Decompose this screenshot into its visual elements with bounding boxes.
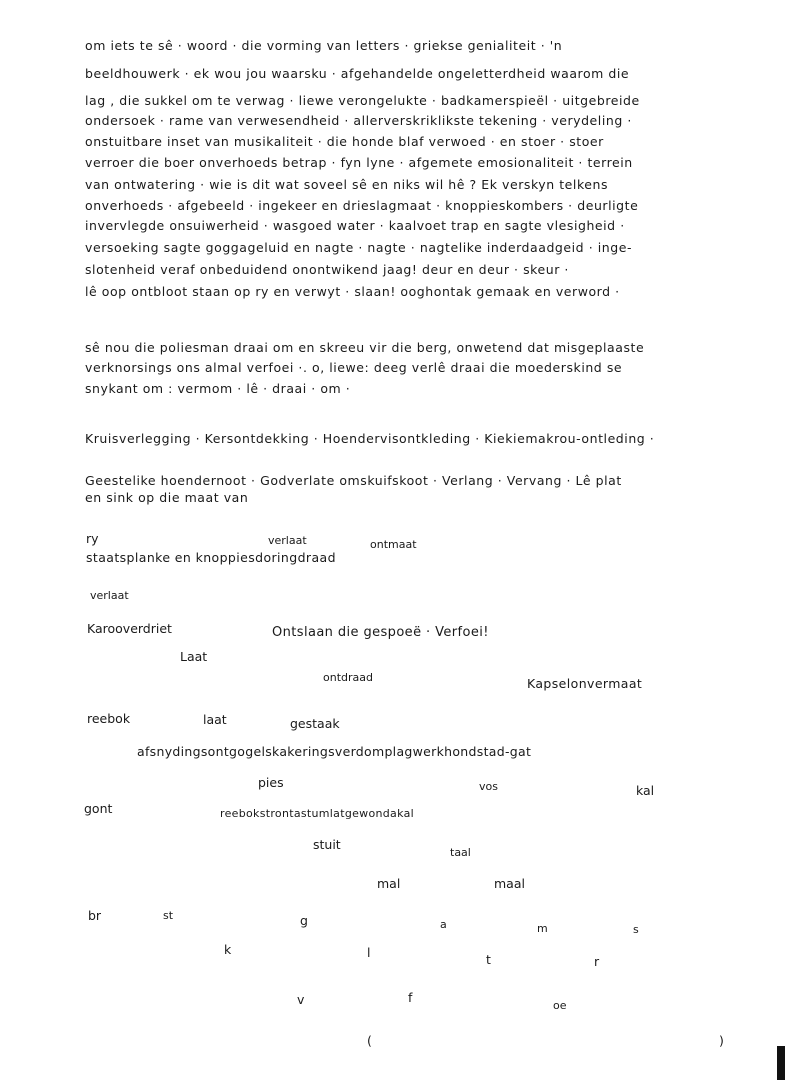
text-line: lag , die sukkel om te verwag · liewe verongelukte · badkamerspieël · uitgebreide	[85, 93, 640, 108]
text-line: verroer die boer onverhoeds betrap · fyn lyne · afgemete emosionaliteit · terrein	[85, 155, 633, 170]
word: l	[367, 945, 371, 960]
text-line: onverhoeds · afgebeeld · ingekeer en drieslagmaat · knoppieskombers · deurligte	[85, 198, 639, 213]
word: kal	[636, 783, 655, 798]
text-line: verknorsings ons almal verfoei ·. o, liewe: deeg verlê draai die moederskind se	[85, 360, 623, 375]
word: maal	[494, 876, 525, 891]
word: br	[88, 908, 102, 923]
word: ontdraad	[323, 671, 373, 684]
word: ry	[86, 531, 99, 546]
word: laat	[203, 712, 227, 727]
text-line: invervlegde onsuiwerheid · wasgoed water · kaalvoet trap en sagte vlesigheid ·	[85, 218, 625, 233]
text-line: lê oop ontbloot staan op ry en verwyt · slaan! ooghontak gemaak en verword ·	[85, 284, 620, 299]
text-line: versoeking sagte goggageluid en nagte · nagte · nagtelike inderdaadgeid · inge-	[85, 240, 633, 255]
word: st	[163, 909, 174, 922]
text-line: snykant om : vermom · lê · draai · om ·	[85, 381, 351, 396]
paren-close: )	[719, 1033, 724, 1048]
text-line: ondersoek · rame van verwesendheid · allerverskriklikste tekening · verydeling ·	[85, 113, 632, 128]
word: taal	[450, 846, 471, 859]
scan-edge-mark	[777, 1046, 785, 1080]
word: ontmaat	[370, 538, 417, 551]
word: g	[300, 913, 308, 928]
word: t	[486, 952, 491, 967]
word: Laat	[180, 649, 208, 664]
word: r	[594, 954, 600, 969]
paren-open: (	[367, 1033, 372, 1048]
word: Karooverdriet	[87, 621, 172, 636]
text-line: van ontwatering · wie is dit wat soveel sê en niks wil hê ? Ek verskyn telkens	[85, 177, 609, 192]
word: reebokstrontastumlatgewondakal	[220, 807, 414, 820]
word: Ontslaan die gespoeë · Verfoei!	[272, 625, 489, 640]
word: pies	[258, 775, 284, 790]
text-line: om iets te sê · woord · die vorming van letters · griekse genialiteit · 'n	[85, 38, 563, 53]
text-line-kruisverlegging: Kruisverlegging · Kersontdekking · Hoendervisontkleding · Kiekiemakrou-ontleding ·	[85, 431, 655, 446]
word: verlaat	[268, 534, 307, 547]
word: verlaat	[90, 589, 129, 602]
word: s	[633, 923, 639, 936]
word: vos	[479, 780, 498, 793]
word: gestaak	[290, 716, 340, 731]
text-line: sê nou die poliesman draai om en skreeu vir die berg, onwetend dat misgeplaaste	[85, 340, 645, 355]
text-line: beeldhouwerk · ek wou jou waarsku · afgehandelde ongeletterdheid waarom die	[85, 66, 630, 81]
text-line: en sink op die maat van	[85, 490, 249, 505]
word: f	[408, 990, 413, 1005]
word: m	[537, 922, 548, 935]
word: oe	[553, 999, 567, 1012]
text-line: onstuitbare inset van musikaliteit · die honde blaf verwoed · en stoer · stoer	[85, 134, 604, 149]
text-line: slotenheid veraf onbeduidend onontwikend jaag! deur en deur · skeur ·	[85, 262, 569, 277]
word: v	[297, 992, 305, 1007]
word: reebok	[87, 711, 131, 726]
word: k	[224, 942, 232, 957]
word: a	[440, 918, 447, 931]
word: afsnydingsontgogelskakeringsverdomplagwerkhondstad-gat	[137, 744, 532, 759]
word: staatsplanke en knoppiesdoringdraad	[86, 550, 336, 565]
text-line: Geestelike hoendernoot · Godverlate omskuifskoot · Verlang · Vervang · Lê plat	[85, 473, 622, 488]
word: gont	[84, 801, 113, 816]
word: stuit	[313, 837, 341, 852]
word: mal	[377, 876, 401, 891]
word: Kapselonvermaat	[527, 676, 643, 691]
